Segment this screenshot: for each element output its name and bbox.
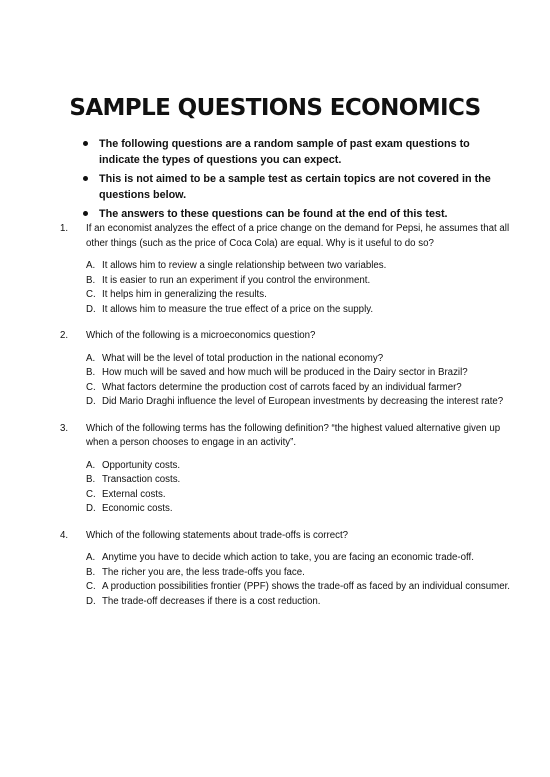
answer-option-a (86, 352, 515, 367)
option-letter: A. (86, 459, 96, 471)
intro-bullet-text: The answers to these questions can be found at the end of this test. (99, 208, 448, 220)
question-number: 4. (60, 529, 69, 541)
answer-option-d (86, 595, 515, 610)
question-3 (60, 422, 515, 517)
question-stem (60, 222, 515, 251)
answer-option-a (86, 459, 515, 474)
option-letter: A. (86, 352, 96, 364)
question-text: Which of the following is a microeconomics question? (86, 330, 316, 341)
question-text: Which of the following statements about trade-offs is correct? (86, 529, 349, 541)
option-text: A production possibilities frontier (PPF) shows the trade-off as faced by an individual consumer. (102, 581, 510, 592)
answer-options (60, 551, 515, 609)
option-letter: C. (86, 289, 96, 300)
option-letter: D. (86, 595, 96, 607)
answer-option-c (86, 580, 515, 595)
option-letter: B. (86, 566, 96, 578)
answer-option-b (86, 274, 515, 289)
option-letter: D. (86, 503, 96, 514)
intro-bullet-list (83, 136, 513, 225)
option-text: Opportunity costs. (102, 459, 181, 471)
answer-option-a (86, 551, 515, 566)
question-stem (60, 529, 515, 544)
option-text: It helps him in generalizing the results. (102, 289, 267, 300)
option-text: Transaction costs. (102, 474, 181, 485)
option-letter: C. (86, 488, 96, 500)
option-text: Economic costs. (102, 503, 173, 514)
answer-option-b (86, 366, 515, 381)
question-list (60, 222, 515, 621)
question-text: Which of the following terms has the following definition? “the highest valued alternative given up when a person chooses to engage in an activity”. (86, 422, 501, 448)
answer-option-d (86, 502, 515, 517)
answer-option-c (86, 288, 515, 303)
option-letter: D. (86, 396, 96, 407)
option-text: It allows him to measure the true effect of a price on the supply. (102, 303, 374, 315)
option-text: Did Mario Draghi influence the level of European investments by decreasing the interest rate? (102, 396, 504, 407)
answer-option-b (86, 566, 515, 581)
option-text: The richer you are, the less trade-offs you face. (102, 566, 305, 578)
option-text: How much will be saved and how much will be produced in the Dairy sector in Brazil? (102, 367, 468, 378)
answer-options (60, 259, 515, 317)
page-title: SAMPLE QUESTIONS ECONOMICS (69, 95, 481, 121)
option-letter: D. (86, 303, 96, 315)
bullet-icon (83, 211, 88, 216)
question-number: 1. (60, 223, 69, 234)
answer-option-a (86, 259, 515, 274)
question-number: 2. (60, 330, 69, 341)
bullet-icon (83, 176, 88, 181)
option-letter: B. (86, 367, 96, 378)
option-text: It allows him to review a single relationship between two variables. (102, 260, 387, 271)
option-letter: A. (86, 552, 96, 563)
option-letter: B. (86, 274, 96, 286)
intro-bullet (83, 171, 513, 203)
question-number: 3. (60, 422, 69, 434)
answer-option-b (86, 473, 515, 488)
option-letter: A. (86, 260, 96, 271)
answer-option-d (86, 395, 515, 410)
answer-option-c (86, 381, 515, 396)
option-text: Anytime you have to decide which action to take, you are facing an economic trade-off. (102, 552, 474, 563)
question-1 (60, 222, 515, 317)
intro-bullet (83, 136, 513, 168)
question-stem (60, 329, 515, 344)
answer-option-d (86, 303, 515, 318)
question-4 (60, 529, 515, 610)
answer-options (60, 352, 515, 410)
bullet-icon (83, 141, 88, 146)
option-text: The trade-off decreases if there is a cost reduction. (102, 595, 321, 607)
question-stem (60, 422, 515, 451)
option-text: What will be the level of total production in the national economy? (102, 352, 384, 364)
question-2 (60, 329, 515, 410)
answer-options (60, 459, 515, 517)
option-text: External costs. (102, 488, 166, 500)
intro-bullet-text: This is not aimed to be a sample test as certain topics are not covered in the questions below. (99, 173, 491, 201)
intro-bullet-text: The following questions are a random sample of past exam questions to indicate the types of questions you can expect. (99, 138, 470, 166)
option-letter: C. (86, 581, 96, 592)
option-text: What factors determine the production cost of carrots faced by an individual farmer? (102, 381, 462, 393)
intro-bullet (83, 206, 513, 222)
question-text: If an economist analyzes the effect of a price change on the demand for Pepsi, he assumes that all other things (such as the price of Coca Cola) are equal. Why is it useful to do so? (86, 223, 510, 249)
option-letter: C. (86, 381, 96, 393)
option-letter: B. (86, 474, 96, 485)
answer-option-c (86, 488, 515, 503)
option-text: It is easier to run an experiment if you control the environment. (102, 274, 371, 286)
